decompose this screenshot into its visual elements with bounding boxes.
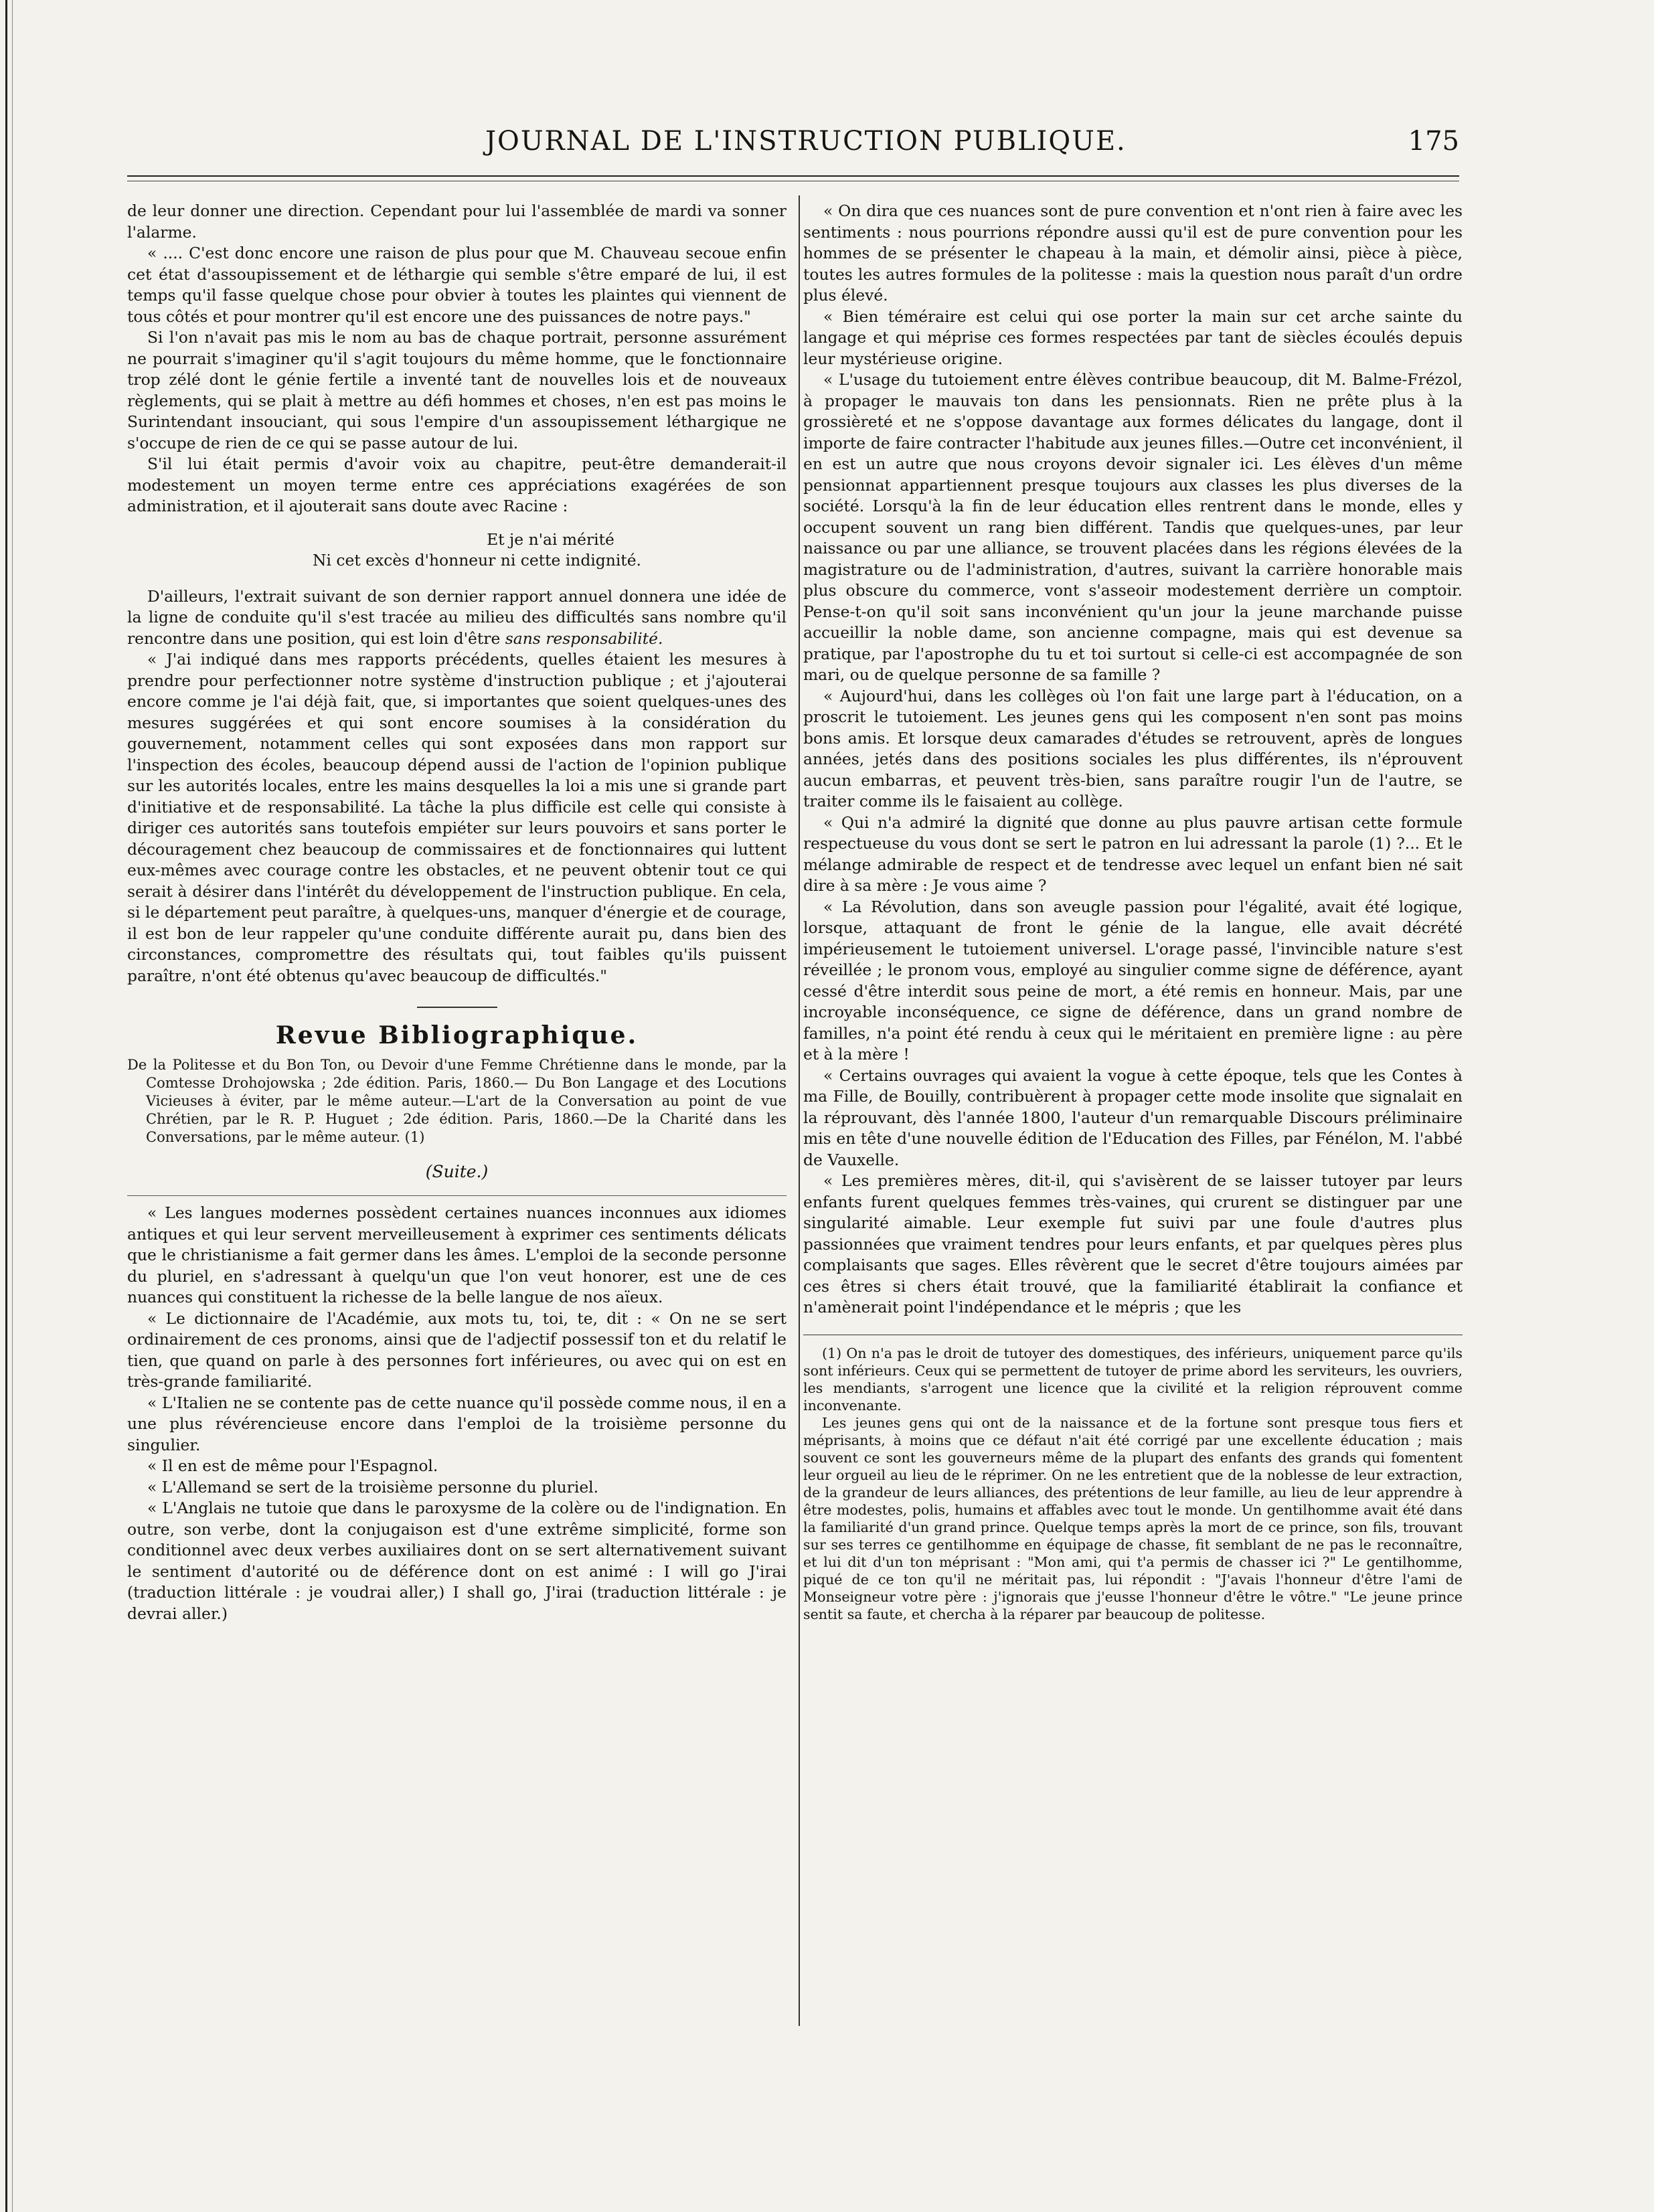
journal-title: JOURNAL DE L'INSTRUCTION PUBLIQUE. <box>485 126 1127 157</box>
page-number: 175 <box>1408 126 1459 157</box>
paragraph: « L'Allemand se sert de la troisième personne du pluriel. <box>147 1477 599 1497</box>
paragraph: « Le dictionnaire de l'Académie, aux mots tu, toi, te, dit : « On ne se sert ordinairement de ces pronoms, ainsi que de l'adjectif possessif ton et du relatif le tien, que quand on parle à des personnes fort inférieures, ou avec qui on est en très-grande familiarité. <box>127 1308 787 1391</box>
paragraph-text: D'ailleurs, l'extrait suivant de son dernier rapport annuel donnera une idée de la ligne de conduite qu'il s'est tracée au milieu des difficultés sans nombre qu'il rencontre dans une position, qui est loin d'être <box>127 586 787 648</box>
paragraph: « On dira que ces nuances sont de pure convention et n'ont rien à faire avec les sentiments : nous pourrions répondre aussi qu'il est de pure convention pour les hommes de se présenter le chapeau à la main, et démolir ainsi, pièce à pièce, toutes les autres formules de la politesse : mais la question nous paraît d'un ordre plus élevé. <box>803 201 1463 305</box>
divider <box>127 1195 787 1196</box>
verse-line: Et je n'ai mérité <box>487 529 614 549</box>
paragraph: « Il en est de même pour l'Espagnol. <box>147 1456 438 1475</box>
footnote <box>803 1345 1463 1623</box>
paragraph: Si l'on n'avait pas mis le nom au bas de chaque portrait, personne assurément ne pourrait s'imaginer qu'il s'agit toujours du même homme, que le fonctionnaire trop zélé dont le génie fertile a inventé tant de nouvelles lois et de nouveaux règlements, qui se plait à mettre au défi hommes et choses, n'en est pas moins le Surintendant insouciant, qui sous l'empire d'un assoupissement léthargique ne s'occupe de rien de ce qui se passe autour de lui. <box>127 328 787 452</box>
left-column <box>127 201 787 1624</box>
paragraph: de leur donner une direction. Cependant pour lui l'assemblée de mardi va sonner l'alarme. <box>127 201 787 242</box>
paragraph: « Les premières mères, dit-il, qui s'avisèrent de se laisser tutoyer par leurs enfants furent quelques femmes très-vaines, qui crurent se distinguer par une singularité aimable. Leur exemple fut suivi par une foule d'autres plus passionnées que vraiment tendres pour leurs enfants, et par quelques pères plus complaisants que sages. Elles rêvèrent que le secret d'être toujours aimées par ces êtres si chers était trouvé, que la familiarité établirait la confiance et n'amènerait point l'indépendance et le mépris ; que les <box>803 1171 1463 1316</box>
verse-line: Ni cet excès d'honneur ni cette indignité. <box>313 551 641 570</box>
footnote-paragraph: Les jeunes gens qui ont de la naissance et de la fortune sont presque tous fiers et méprisants, à moins que ce défaut n'ait été corrigé par une excellente éducation ; mais souvent ce sont les gouverneurs même de la plupart des enfants des grands qui fomentent leur orgueil au lieu de le réprimer. On ne les entretient que de la noblesse de leur extraction, de la grandeur de leurs alliances, des prétentions de leur famille, au lieu de leur apprendre à être modestes, polis, humains et affables avec tout le monde. Un gentilhomme avait été dans la familiarité d'un grand prince. Quelque temps après la mort de ce prince, son fils, trouvant sur ses terres ce gentilhomme en équipage de chasse, fit semblant de ne pas le reconnaître, et lui dit d'un ton méprisant : "Mon ami, qui t'a permis de chasser ici ?" Le gentilhomme, piqué de ce ton qu'il ne méritait pas, lui répondit : "J'avais l'honneur d'être l'ami de Monseigneur votre père : j'ignorais que j'eusse l'honneur d'être le vôtre." "Le jeune prince sentit sa faute, et chercha à la réparer par beaucoup de politesse. <box>803 1414 1463 1622</box>
paragraph: « Bien téméraire est celui qui ose porter la main sur cet arche sainte du langage et qui méprise ces formes respectées par tant de siècles écoulés depuis leur mystérieuse origine. <box>803 307 1463 368</box>
paragraph: « L'usage du tutoiement entre élèves contribue beaucoup, dit M. Balme-Frézol, à propager le mauvais ton dans les pensionnats. Rien ne prête plus à la grossièreté et ne s'oppose davantage aux formes délicates du langage, dont il importe de faire contracter l'habitude aux jeunes filles.—Outre cet inconvénient, il en est un autre que nous croyons devoir signaler ici. Les élèves d'un même pensionnat appartiennent presque toujours aux classes les plus diverses de la société. Lorsqu'à la fin de leur éducation elles rentrent dans le monde, elles y occupent souvent un rang bien différent. Tandis que quelques-unes, par leur naissance ou par une alliance, se trouvent placées dans les régions élevées de la magistrature ou de l'administration, d'autres, suivant la carrière honorable mais plus obscure du commerce, vont s'asseoir modestement derrière un comptoir. Pense-t-on qu'il soit sans inconvénient qu'un jour la jeune marchande puisse accueillir la noble dame, son ancienne compagne, mais qui est devenue sa pratique, par l'apostrophe du tu et toi surtout si celle-ci est accompagnée de son mari, ou de quelque personne de sa famille ? <box>803 370 1463 684</box>
paragraph: « La Révolution, dans son aveugle passion pour l'égalité, avait été logique, lorsque, attaquant de front le génie de la langue, elle avait décrété impérieusement le tutoiement universel. L'orage passé, l'invincible nature s'est réveillée ; le pronom vous, employé au singulier comme signe de déférence, ayant cessé d'être interdit sous peine de mort, a été remis en honneur. Mais, par une incroyable inconséquence, ce signe de déférence, dans un grand nombre de familles, n'a point été rendu à ceux qui le méritaient en première ligne : au père et à la mère ! <box>803 897 1463 1064</box>
paragraph: S'il lui était permis d'avoir voix au chapitre, peut-être demanderait-il modestement un moyen terme entre ces appréciations exagérées de son administration, et il ajouterait sans doute avec Racine : <box>127 454 787 515</box>
binding-edge-shadow <box>12 0 13 2212</box>
paragraph: « .... C'est donc encore une raison de plus pour que M. Chauveau secoue enfin cet état d'assoupissement et de léthargie qui semble s'être emparé de lui, il est temps qu'il fasse quelque chose pour obvier à toutes les plaintes qui viennent de tous côtés et pour montrer qu'il est encore une des puissances de notre pays." <box>127 244 787 326</box>
page-header <box>127 126 1459 166</box>
paragraph: « Certains ouvrages qui avaient la vogue à cette époque, tels que les Contes à ma Fille, de Bouilly, contribuèrent à propager cette mode insolite que signalait en la réprouvant, dès l'année 1800, l'auteur d'un remarquable Discours préliminaire mis en tête d'une nouvelle édition de l'Education des Filles, par Fénélon, M. l'abbé de Vauxelle. <box>803 1066 1463 1169</box>
column-divider <box>799 195 800 2026</box>
right-column <box>803 201 1463 1623</box>
paragraph: « L'Anglais ne tutoie que dans le paroxysme de la colère ou de l'indignation. En outre, son verbe, dont la conjugaison est d'une extrême simplicité, forme son conditionnel avec deux verbes auxiliaires dont on se sert alternativement suivant le sentiment d'autorité ou de déférence dont on est animé : I will go J'irai (traduction littérale : je voudrai aller,) I shall go, J'irai (traduction littérale : je devrai aller.) <box>127 1499 787 1623</box>
verse-quote <box>127 529 787 572</box>
paragraph: « Les langues modernes possèdent certaines nuances inconnues aux idiomes antiques et qui leur servent merveilleusement à exprimer ces sentiments délicats que le christianisme a fait germer dans les âmes. L'emploi de la seconde personne du pluriel, en s'adressant à quelqu'un que l'on veut honorer, est une de ces nuances qui constituent la richesse de la belle langue de nos aïeux. <box>127 1203 787 1306</box>
header-rule <box>127 175 1459 177</box>
bibliography-entry: De la Politesse et du Bon Ton, ou Devoir d'une Femme Chrétienne dans le monde, par la Comtesse Drohojowska ; 2de édition. Paris, 1860.— Du Bon Langage et des Locutions Vicieuses à éviter, par le même auteur.—L'art de la Conversation au point de vue Chrétien, par le R. P. Huguet ; 2de édition. Paris, 1860.—De la Charité dans les Conversations, par le même auteur. (1) <box>127 1056 787 1145</box>
binding-edge <box>5 0 7 2212</box>
footnote-paragraph: (1) On n'a pas le droit de tutoyer des domestiques, des inférieurs, uniquement parce qu'ils sont inférieurs. Ceux qui se permettent de tutoyer de prime abord les serviteurs, les ouvriers, les mendiants, s'arrogent une licence que la civilité et la religion réprouvent comme inconvenante. <box>803 1345 1463 1414</box>
paragraph <box>127 586 787 650</box>
section-title: Revue Bibliographique. <box>275 1021 639 1049</box>
paragraph: « Aujourd'hui, dans les collèges où l'on fait une large part à l'éducation, on a proscrit le tutoiement. Les jeunes gens qui les composent n'en sont pas moins bons amis. Et lorsque deux camarades d'études se retrouvent, après de longues années, jetés dans des positions sociales les plus différentes, ils n'éprouvent aucun embarras, et peuvent très-bien, sans paraître rougir l'un de l'autre, se traiter comme ils le faisaient au collège. <box>803 686 1463 811</box>
section-separator <box>417 1007 497 1008</box>
paragraph: « L'Italien ne se contente pas de cette nuance qu'il possède comme nous, il en a une plus révérencieuse encore dans l'emploi de la troisième personne du singulier. <box>127 1393 787 1454</box>
paragraph: « Qui n'a admiré la dignité que donne au plus pauvre artisan cette formule respectueuse du vous dont se sert le patron en lui adressant la parole (1) ?... Et le mélange admirable de respect et de tendresse avec lequel un enfant bien né sait dire à sa mère : Je vous aime ? <box>803 813 1463 895</box>
paragraph: « J'ai indiqué dans mes rapports précédents, quelles étaient les mesures à prendre pour perfectionner notre système d'instruction publique ; et j'ajouterai encore comme je l'ai déjà fait, que, si importantes que soient quelques-unes des mesures suggérées et qui sont encore soumises à la considération du gouvernement, notamment celles qui sont exposées dans mon rapport sur l'inspection des écoles, beaucoup dépend aussi de l'action de l'opinion publique sur les autorités locales, entre les mains desquelles la loi a mis une si grande part d'initiative et de responsabilité. La tâche la plus difficile est celle qui consiste à diriger ces autorités sans toutefois empiéter sur leurs pouvoirs et sans porter le découragement chez beaucoup de commissaires et de fonctionnaires qui luttent eux-mêmes avec courage contre les obstacles, et ne peuvent obtenir tout ce qui serait à désirer dans l'intérêt du développement de l'instruction publique. En cela, si le département peut paraître, à quelques-uns, manquer d'énergie et de courage, il est bon de leur rappeler qu'une conduite différente aurait pu, dans bien des circonstances, compromettre des résultats qui, tout faibles qu'ils puissent paraître, n'ont été obtenus qu'avec beaucoup de difficultés." <box>127 650 787 985</box>
italic-phrase: sans responsabilité. <box>505 628 663 648</box>
continued-label: (Suite.) <box>425 1161 489 1181</box>
